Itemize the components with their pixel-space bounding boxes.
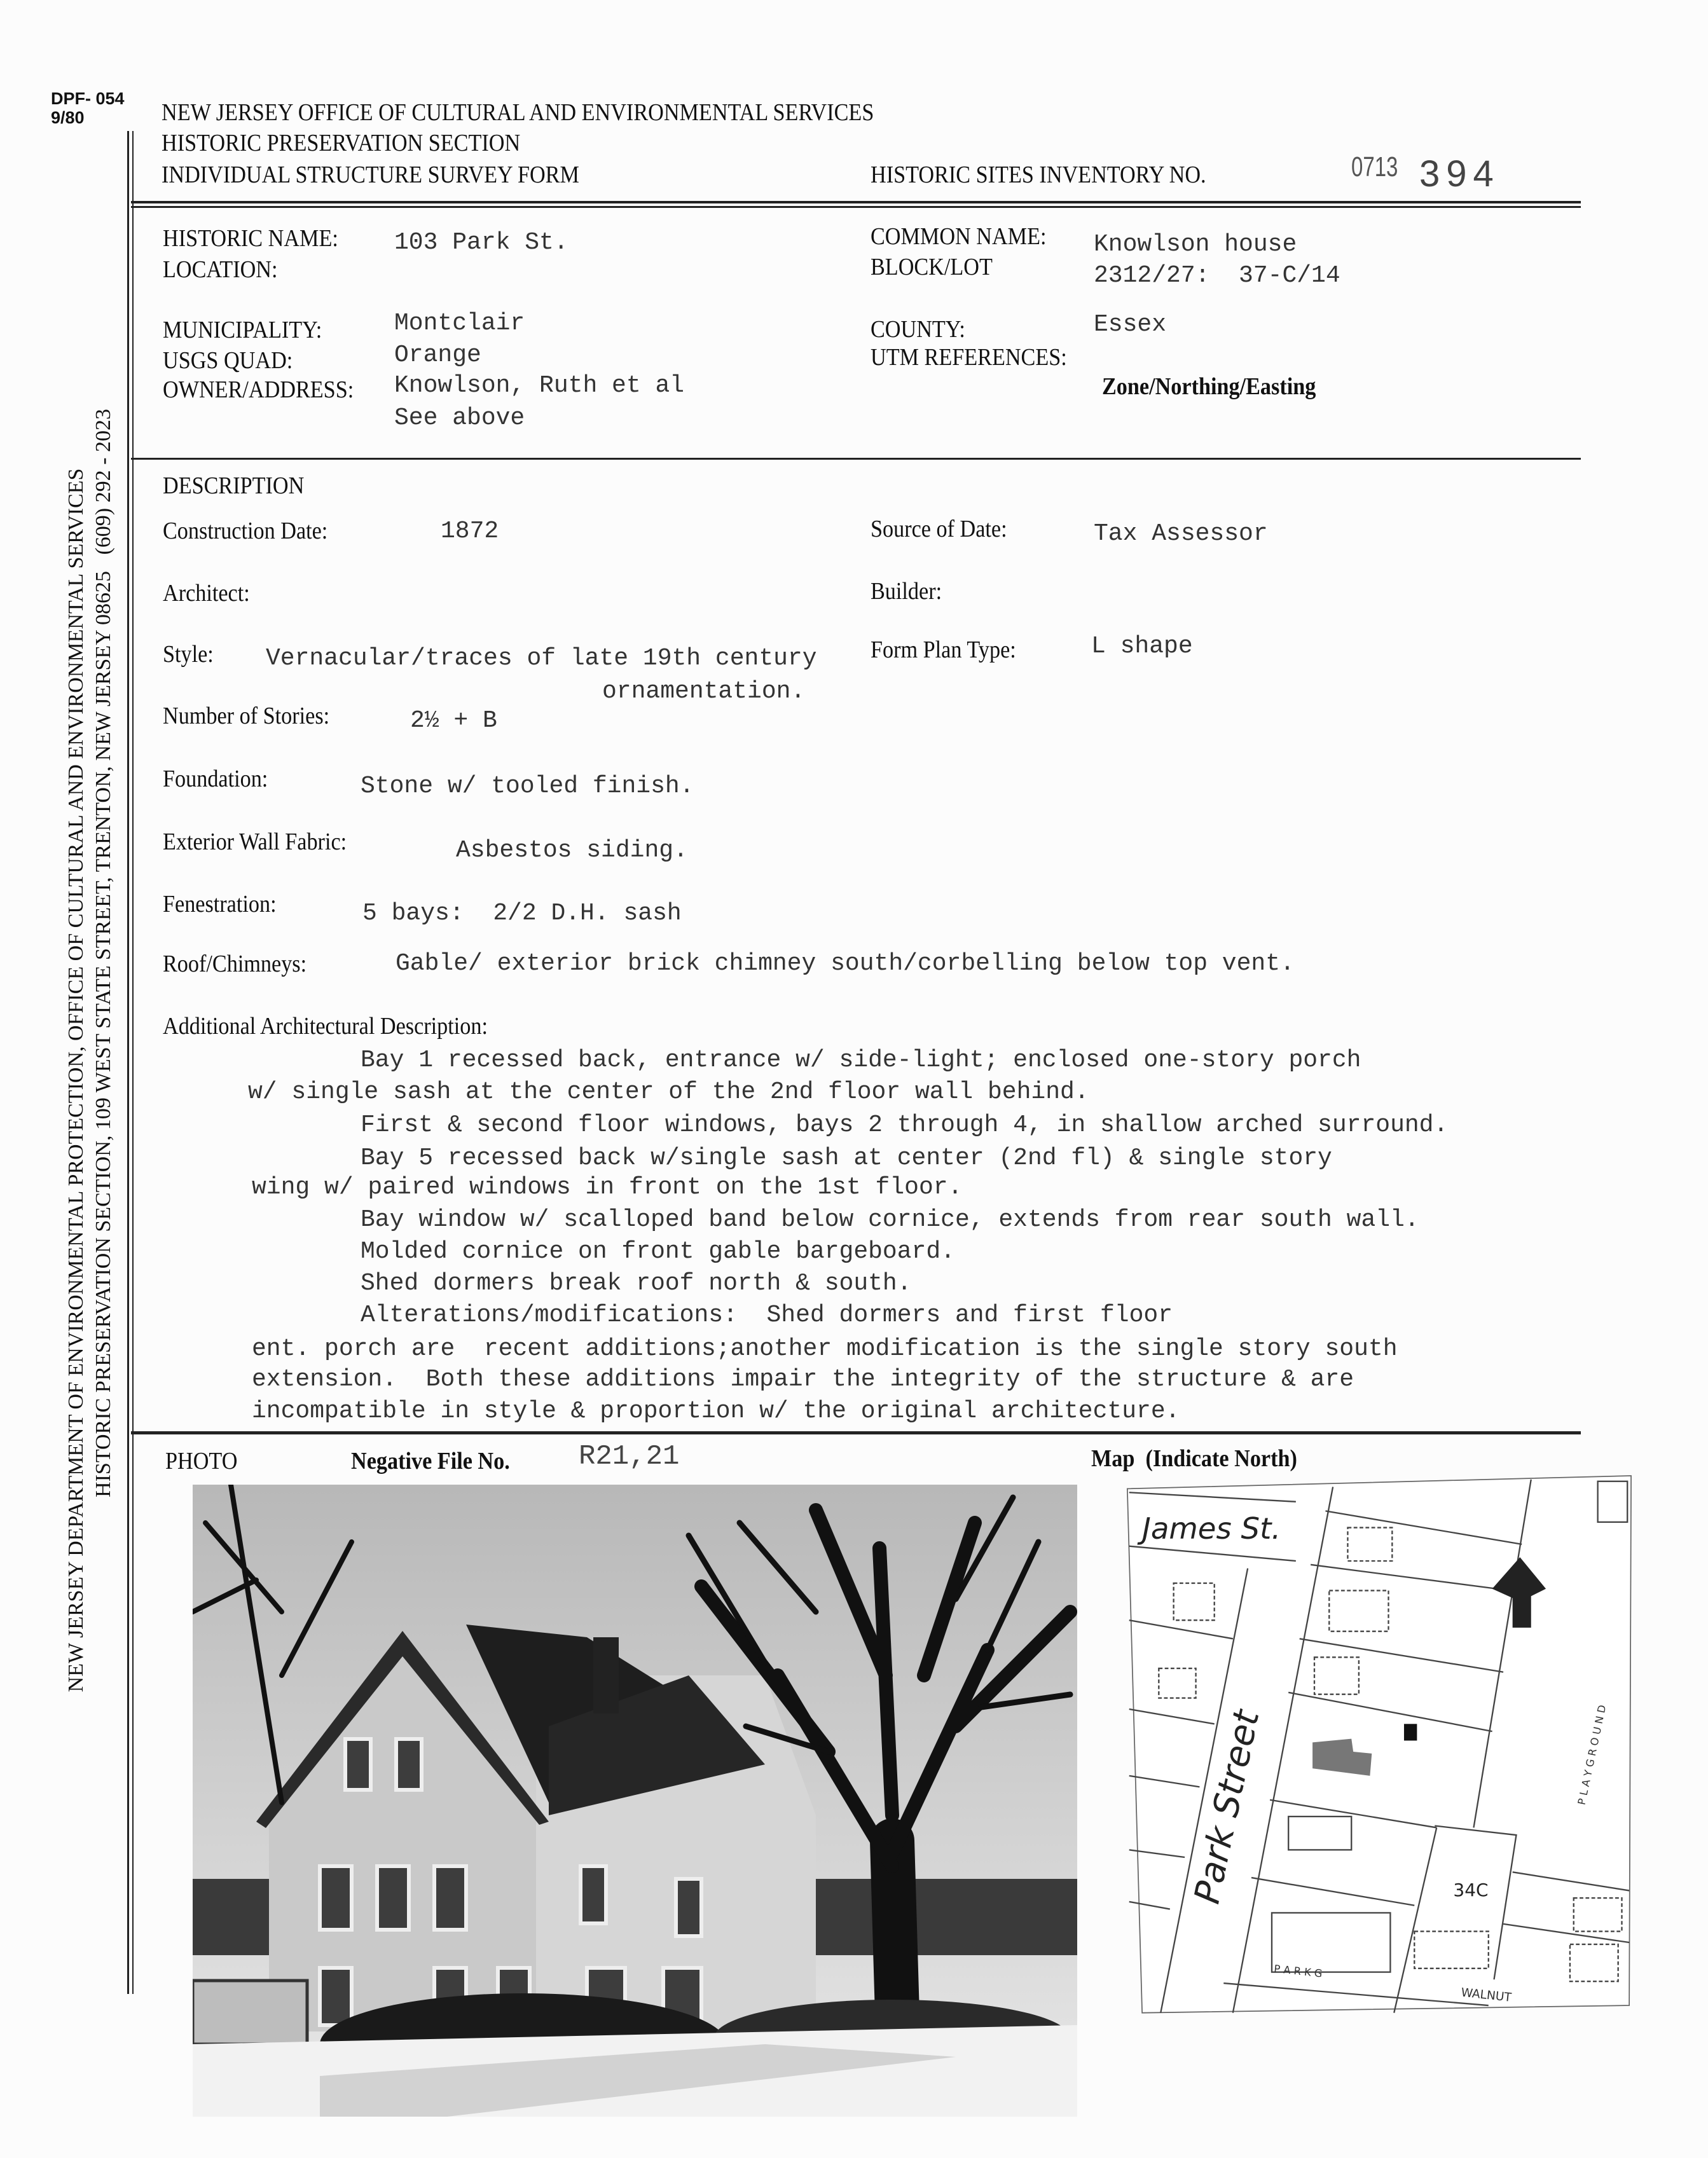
negative-number: R21,21 [579,1441,680,1473]
fenestration-label: Fenestration: [163,891,277,917]
source-value: Tax Assessor [1094,520,1268,547]
roof-value: Gable/ exterior brick chimney south/corbelling below top vent. [396,950,1295,977]
map-street-park: Park Street [1187,1707,1268,1907]
address-value: See above [394,404,525,432]
additional-line: ent. porch are recent additions;another modification is the single story south [252,1335,1398,1363]
side-address-text: HISTORIC PRESERVATION SECTION, 109 WEST STATE STREET, TRENTON, NEW JERSEY 08625 (609) 292 - 2023 [92,409,115,1497]
additional-label: Additional Architectural Description: [163,1013,488,1040]
utm-label: UTM REFERENCES: [871,344,1067,371]
description-heading: DESCRIPTION [163,472,305,499]
historic-name-label: HISTORIC NAME: [163,225,338,252]
municipality-value: Montclair [394,310,525,337]
additional-line: w/ single sash at the center of the 2nd floor wall behind. [248,1078,1089,1106]
header-divider-2 [131,206,1581,208]
additional-line: Shed dormers break roof north & south. [361,1270,912,1297]
negative-label: Negative File No. [351,1448,510,1474]
identification-divider [131,458,1581,460]
inventory-prefix: 0713 [1351,151,1398,182]
owner-value: Knowlson, Ruth et al [394,372,685,399]
architect-label: Architect: [163,580,250,607]
municipality-label: MUNICIPALITY: [163,317,322,343]
vertical-rule-inner [132,131,134,1994]
stories-label: Number of Stories: [163,703,330,729]
additional-line: incompatible in style & proportion w/ the original architecture. [252,1398,1180,1425]
inventory-number: 394 [1419,153,1500,195]
map-parking-label: P A R K G [1273,1962,1323,1980]
wall-label: Exterior Wall Fabric: [163,828,347,855]
style-label: Style: [163,641,214,668]
additional-line: First & second floor windows, bays 2 through 4, in shallow arched surround. [361,1111,1449,1139]
block-lot-label: BLOCK/LOT [871,254,993,280]
map-playground-label: P L A Y G R O U N D [1575,1703,1609,1806]
foundation-label: Foundation: [163,766,268,792]
inventory-label: HISTORIC SITES INVENTORY NO. [871,162,1206,188]
form-plan-label: Form Plan Type: [871,636,1016,663]
usgs-label: USGS QUAD: [163,347,293,374]
form-revision: 9/80 [51,108,85,127]
construction-date-label: Construction Date: [163,518,328,544]
county-value: Essex [1094,311,1167,338]
fenestration-value: 5 bays: 2/2 D.H. sash [362,900,682,927]
common-name-value: Knowlson house [1094,231,1297,258]
source-label: Source of Date: [871,516,1007,542]
common-name-label: COMMON NAME: [871,223,1047,250]
style-value-2: ornamentation. [602,678,806,705]
form-plan-value: L shape [1091,633,1193,660]
wall-value: Asbestos siding. [456,837,688,864]
county-label: COUNTY: [871,316,965,343]
block-lot-value: 2312/27: 37-C/14 [1094,262,1340,289]
form-code: DPF- 054 [51,89,125,108]
additional-line: Bay 1 recessed back, entrance w/ side-light; enclosed one-story porch [361,1047,1361,1074]
description-divider [131,1431,1581,1434]
additional-line: extension. Both these additions impair the integrity of the structure & are [252,1366,1354,1393]
site-map [1081,1450,1653,2054]
usgs-value: Orange [394,341,481,369]
additional-line: Molded cornice on front gable bargeboard. [361,1238,955,1265]
additional-line: Alterations/modifications: Shed dormers and first floor [361,1302,1173,1329]
roof-label: Roof/Chimneys: [163,951,307,977]
additional-line: wing w/ paired windows in front on the 1st floor. [252,1174,963,1201]
additional-line: Bay 5 recessed back w/single sash at center (2nd fl) & single story [361,1144,1332,1172]
map-street-james: James St. [1142,1511,1281,1546]
map-walnut-label: WALNUT [1460,1986,1512,2005]
agency-title: NEW JERSEY OFFICE OF CULTURAL AND ENVIRONMENTAL SERVICES [162,99,874,126]
construction-date-value: 1872 [441,518,499,545]
location-label: LOCATION: [163,256,278,283]
owner-label: OWNER/ADDRESS: [163,376,354,403]
additional-line: Bay window w/ scalloped band below cornice, extends from rear south wall. [361,1206,1419,1234]
side-agency-text: NEW JERSEY DEPARTMENT OF ENVIRONMENTAL PROTECTION, OFFICE OF CULTURAL AND ENVIRONMENTAL SERVICES [64,468,88,1693]
house-photo [193,1485,1077,2117]
style-value: Vernacular/traces of late 19th century [266,645,817,672]
vertical-rule [127,131,129,1994]
photo-label: PHOTO [165,1448,238,1474]
header-divider [131,201,1581,203]
foundation-value: Stone w/ tooled finish. [361,773,694,800]
stories-value: 2½ + B [410,707,497,734]
utm-subheading: Zone/Northing/Easting [1102,373,1316,400]
builder-label: Builder: [871,578,942,605]
map-label: Map (Indicate North) [1091,1445,1297,1472]
historic-name-value: 103 Park St. [394,229,568,256]
form-name: INDIVIDUAL STRUCTURE SURVEY FORM [162,162,579,188]
map-block-label: 34C [1453,1880,1489,1901]
section-title: HISTORIC PRESERVATION SECTION [162,130,521,156]
